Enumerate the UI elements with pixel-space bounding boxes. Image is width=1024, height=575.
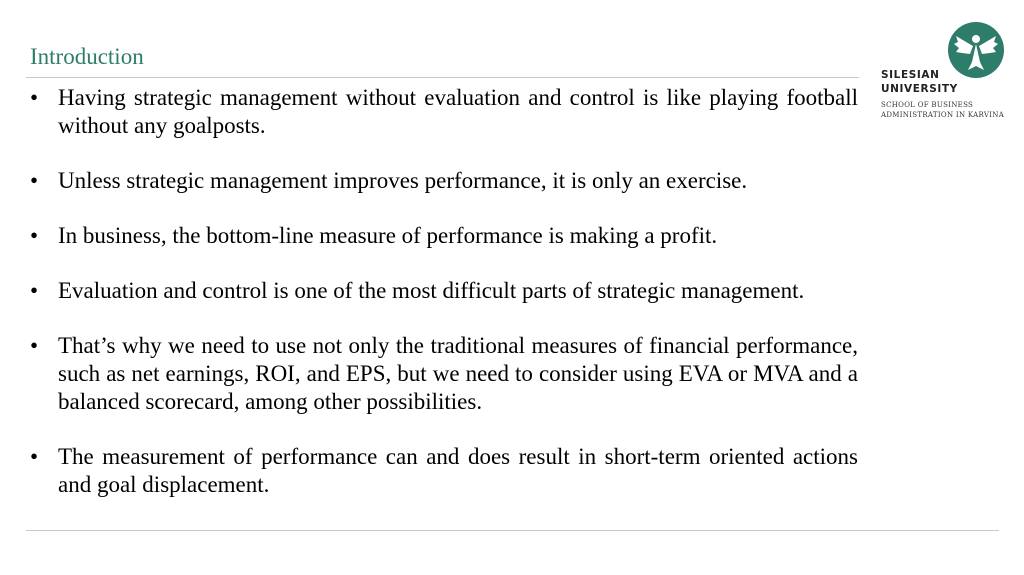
footer-divider [26, 530, 999, 531]
bullet-symbol: • [30, 168, 39, 193]
logo-sub-line1: SCHOOL OF BUSINESS [881, 101, 974, 109]
bullet-text: Evaluation and control is one of the most difficult parts of strategic management. [58, 278, 805, 303]
bullet-item [30, 222, 858, 250]
bullet-item [30, 167, 858, 195]
bullet-item [30, 443, 858, 499]
bullet-symbol: • [30, 223, 39, 248]
bullet-item [30, 277, 858, 305]
bullet-list [30, 84, 858, 526]
logo-name-line2: UNIVERSITY [881, 83, 958, 95]
title-divider [26, 77, 859, 78]
bullet-text: Unless strategic management improves performance, it is only an exercise. [58, 168, 748, 193]
bullet-item [30, 332, 858, 416]
bullet-symbol: • [30, 444, 39, 469]
logo-name-line1: SILESIAN [881, 69, 940, 81]
bullet-symbol: • [30, 85, 39, 110]
logo-sub-line2: ADMINISTRATION IN KARVINA [881, 111, 1005, 119]
bullet-item [30, 84, 858, 140]
bullet-text: Having strategic management without evaluation and control is like playing football without any goalposts. [58, 85, 858, 138]
bullet-symbol: • [30, 333, 39, 358]
bullet-text: The measurement of performance can and does result in short-term oriented actions and goal displacement. [58, 444, 858, 497]
slide-title: Introduction [30, 44, 144, 69]
logo-name [881, 68, 958, 96]
university-logo [878, 20, 1018, 130]
logo-subtitle [881, 100, 1004, 120]
bullet-text: In business, the bottom-line measure of performance is making a profit. [58, 223, 718, 248]
bullet-text: That’s why we need to use not only the traditional measures of financial performance, such as net earnings, ROI, and EPS, but we need to consider using EVA or MVA and a balanced scorecard, among other possibilities. [58, 333, 858, 414]
bullet-symbol: • [30, 278, 39, 303]
